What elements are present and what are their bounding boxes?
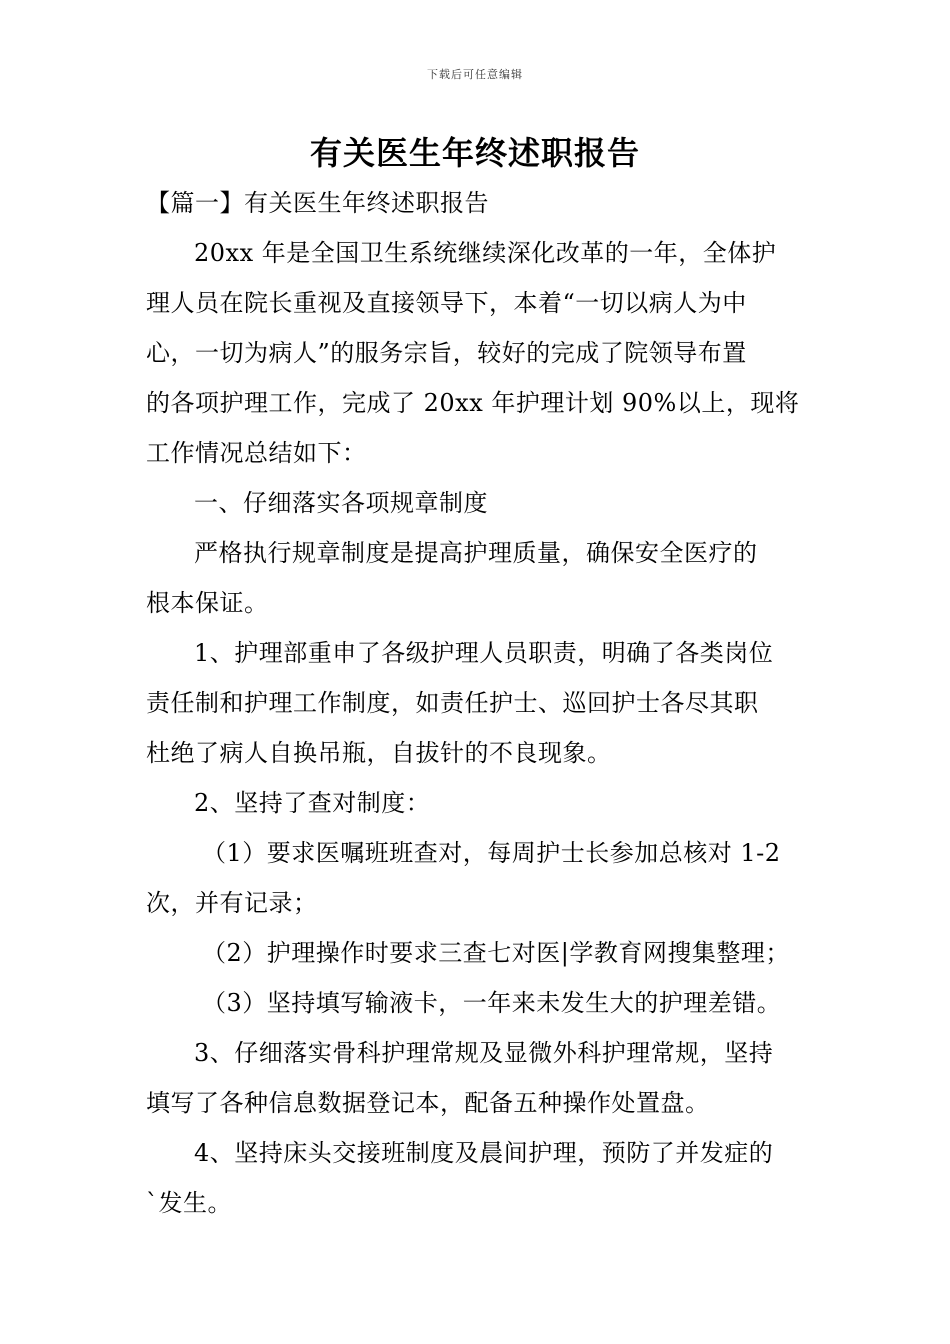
paragraph-line: （2）护理操作时要求三查七对医|学教育网搜集整理； — [202, 939, 790, 967]
paragraph-line: （1）要求医嘱班班查对，每周护士长参加总核对 1-2 — [202, 839, 781, 867]
paragraph-line: 理人员在院长重视及直接领导下，本着“一切以病人为中 — [146, 289, 747, 317]
paragraph-line: 填写了各种信息数据登记本，配备五种操作处置盘。 — [146, 1089, 710, 1117]
paragraph-line: 工作情况总结如下： — [146, 439, 367, 467]
paragraph-line: 责任制和护理工作制度，如责任护士、巡回护士各尽其职 — [146, 689, 759, 717]
paragraph-line: 严格执行规章制度是提高护理质量，确保安全医疗的 — [194, 539, 758, 567]
paragraph-line: 3、仔细落实骨科护理常规及显微外科护理常规，坚持 — [194, 1039, 774, 1067]
subheading-line: 一、仔细落实各项规章制度 — [194, 489, 488, 517]
document-body — [146, 178, 810, 1228]
document-title: 有关医生年终述职报告 — [309, 134, 640, 172]
paragraph-line: 20xx 年是全国卫生系统继续深化改革的一年，全体护 — [194, 239, 777, 267]
paragraph-line: 杜绝了病人自换吊瓶，自拔针的不良现象。 — [146, 739, 612, 767]
page-header-note: 下载后可任意编辑 — [427, 68, 523, 81]
paragraph-line: `发生。 — [146, 1189, 232, 1217]
paragraph-line: 4、坚持床头交接班制度及晨间护理，预防了并发症的 — [194, 1139, 774, 1167]
paragraph-line: 根本保证。 — [146, 589, 269, 617]
section-heading: 【篇一】有关医生年终述职报告 — [146, 189, 489, 217]
paragraph-line: 的各项护理工作，完成了 20xx 年护理计划 90%以上，现将 — [146, 389, 800, 417]
paragraph-line: 1、护理部重申了各级护理人员职责，明确了各类岗位 — [194, 639, 774, 667]
paragraph-line: 次，并有记录； — [146, 889, 318, 917]
paragraph-line: 2、坚持了查对制度： — [194, 789, 431, 817]
paragraph-line: 心，一切为病人”的服务宗旨，较好的完成了院领导布置 — [146, 339, 747, 367]
paragraph-line: （3）坚持填写输液卡，一年来未发生大的护理差错。 — [202, 989, 782, 1017]
